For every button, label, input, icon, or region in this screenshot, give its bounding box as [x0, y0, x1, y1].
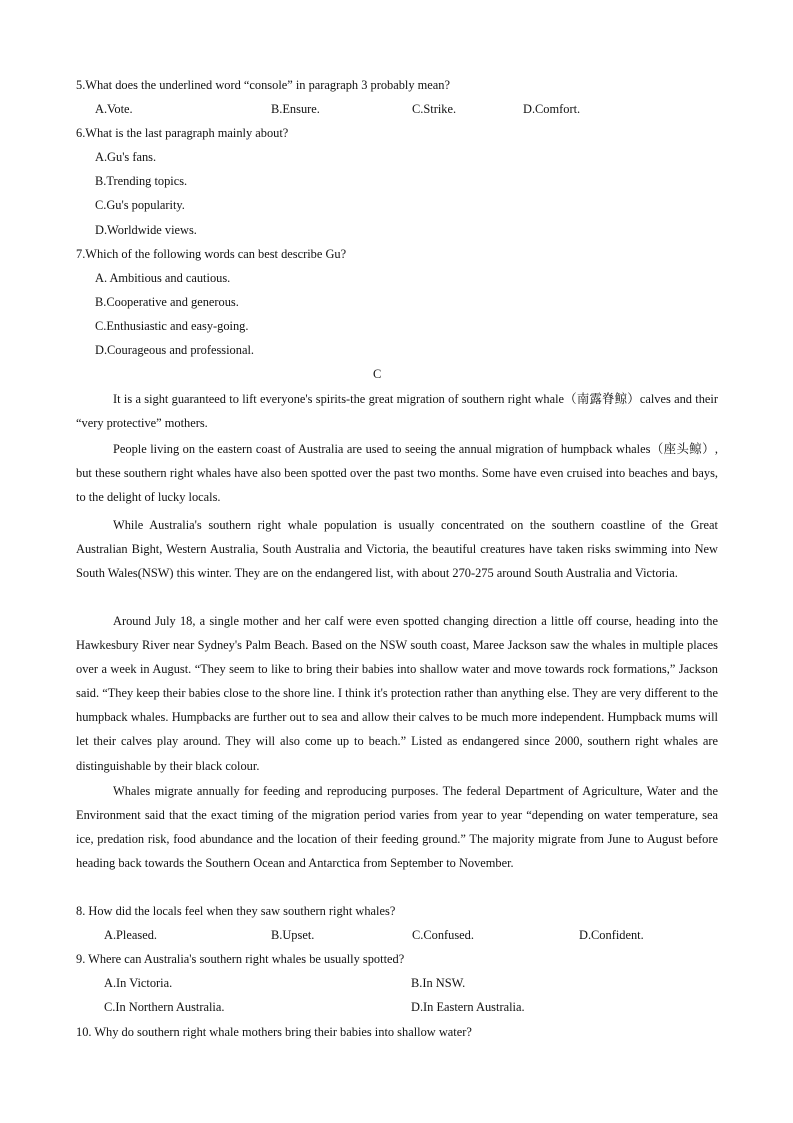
q7-option-c: C.Enthusiastic and easy-going. [95, 319, 249, 333]
q9-option-b: B.In NSW. [411, 976, 466, 990]
question-10: 10. Why do southern right whale mothers bring their babies into shallow water? [76, 1025, 472, 1039]
section-letter: C [373, 367, 382, 381]
question-5: 5.What does the underlined word “console” in paragraph 3 probably mean? [76, 78, 450, 92]
q8-option-d: D.Confident. [579, 928, 644, 942]
q6-option-d: D.Worldwide views. [95, 223, 197, 237]
q5-option-d: D.Comfort. [523, 102, 581, 116]
q9-option-a: A.In Victoria. [104, 976, 173, 990]
question-6: 6.What is the last paragraph mainly about? [76, 126, 289, 140]
passage-paragraph-1: It is a sight guaranteed to lift everyone's spirits-the great migration of southern right whale（南露脊鲸）calves and their “very protective” mothers. [76, 392, 718, 431]
q5-option-b: B.Ensure. [271, 102, 320, 116]
passage-paragraph-3: While Australia's southern right whale population is usually concentrated on the southern coastline of the Great Australian Bight, Western Australia, South Australia and Victoria, the beautiful creatures have taken risks swimming into New South Wales(NSW) this winter. They are on the endangered list, with about 270-275 around South Australia and Victoria. [76, 518, 718, 581]
q8-option-a: A.Pleased. [104, 928, 157, 942]
passage-paragraph-5: Whales migrate annually for feeding and reproducing purposes. The federal Department of Agriculture, Water and the Environment said that the exact timing of the migration period varies from year to year “depending on water temperature, sea ice, predation risk, food abundance and the location of their feeding ground.” The majority migrate from June to August before heading back towards the Southern Ocean and Antarctica from September to November. [76, 784, 718, 871]
q6-option-a: A.Gu's fans. [95, 150, 157, 164]
q7-option-b: B.Cooperative and generous. [95, 295, 239, 309]
q6-option-c: C.Gu's popularity. [95, 198, 185, 212]
q5-option-c: C.Strike. [412, 102, 457, 116]
q9-option-c: C.In Northern Australia. [104, 1000, 225, 1014]
question-9: 9. Where can Australia's southern right whales be usually spotted? [76, 952, 405, 966]
q5-option-a: A.Vote. [95, 102, 133, 116]
q9-option-d: D.In Eastern Australia. [411, 1000, 525, 1014]
q7-option-a: A. Ambitious and cautious. [95, 271, 231, 285]
question-7: 7.Which of the following words can best describe Gu? [76, 247, 347, 261]
question-8: 8. How did the locals feel when they saw southern right whales? [76, 904, 396, 918]
q8-option-b: B.Upset. [271, 928, 315, 942]
passage-paragraph-4: Around July 18, a single mother and her calf were even spotted changing direction a little off course, heading into the Hawkesbury River near Sydney's Palm Beach. Based on the NSW south coast, Maree Jackson saw the whales in multiple places over a week in August. “They seem to like to bring their babies into shallow water and move towards rock formations,” Jackson said. “They keep their babies close to the shore line. I think it's protection rather than anything else. They are very different to the humpback whales. Humpbacks are further out to sea and allow their calves to be much more independent. Humpback mums will let their calves play around. They will also come up to beach.” Listed as endangered since 2000, southern right whales are distinguishable by their black colour. [76, 614, 718, 773]
q7-option-d: D.Courageous and professional. [95, 343, 254, 357]
q8-option-c: C.Confused. [412, 928, 474, 942]
passage-paragraph-2: People living on the eastern coast of Australia are used to seeing the annual migration of humpback whales（座头鲸）, but these southern right whales have also been spotted over the past two months. Some have even cruised into beaches and bays, to the delight of lucky locals. [76, 442, 718, 505]
q6-option-b: B.Trending topics. [95, 174, 188, 188]
